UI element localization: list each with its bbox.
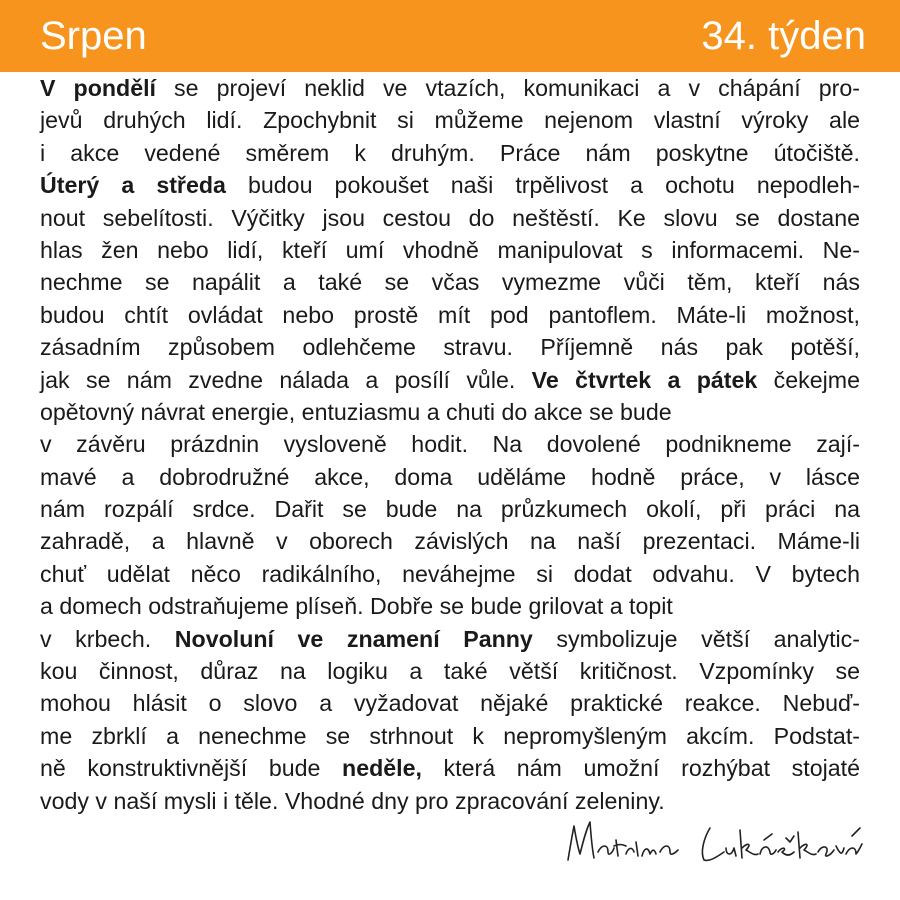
text-segment: me zbrklí a nenechme se strhnout k nepromyšleným akcím. Podstat- <box>40 722 860 749</box>
text-line <box>40 687 860 719</box>
page-header <box>0 0 900 72</box>
text-line <box>40 202 860 234</box>
text-line <box>40 331 860 363</box>
text-line <box>40 299 860 331</box>
text-segment: nám rozpálí srdce. Dařit se bude na průzkumech okolí, při práci na <box>40 496 860 523</box>
text-segment: opětovný návrat energie, entuziasmu a chuti do akce se bude <box>40 398 672 425</box>
text-segment: chuť udělat něco radikálního, neváhejme si dodat odvahu. V bytech <box>40 560 860 587</box>
horoscope-text <box>40 72 860 817</box>
text-line <box>40 590 860 622</box>
text-segment: budou pokoušet naši trpělivost a ochotu nepodleh- <box>225 172 860 199</box>
month-title: Srpen <box>40 14 147 58</box>
text-line <box>40 623 860 655</box>
text-segment: nout sebelítosti. Výčitky jsou cestou do neštěstí. Ke slovu se dostane <box>40 204 860 231</box>
day-highlight: Novoluní ve znamení Panny <box>174 625 533 652</box>
text-line <box>40 396 860 428</box>
text-segment: zahradě, a hlavně v oborech závislých na naší prezentaci. Máme-li <box>40 528 860 555</box>
text-segment: v závěru prázdnin vysloveně hodit. Na dovolené podnikneme zají- <box>40 431 860 458</box>
text-segment: a domech odstraňujeme plíseň. Dobře se bude grilovat a topit <box>40 593 673 620</box>
day-highlight: neděle, <box>342 755 422 782</box>
text-line <box>40 720 860 752</box>
signature-graphic <box>560 808 870 870</box>
text-line <box>40 493 860 525</box>
text-line <box>40 234 860 266</box>
text-segment: symbolizuje větší analytic- <box>532 625 860 652</box>
text-line <box>40 752 860 784</box>
text-line <box>40 364 860 396</box>
day-highlight: Úterý a středa <box>40 172 226 199</box>
text-line <box>40 525 860 557</box>
text-line <box>40 169 860 201</box>
text-line <box>40 428 860 460</box>
text-segment: mohou hlásit o slovo a vyžadovat nějaké praktické reakce. Nebuď- <box>40 690 860 717</box>
text-segment: mavé a dobrodružné akce, doma uděláme hodně práce, v lásce <box>40 463 860 490</box>
text-line <box>40 266 860 298</box>
text-segment: budou chtít ovládat nebo prostě mít pod pantoflem. Máte-li možnost, <box>40 301 860 328</box>
author-signature <box>560 808 870 870</box>
text-line <box>40 137 860 169</box>
week-number: 34. týden <box>701 14 866 58</box>
text-segment: hlas žen nebo lidí, kteří umí vhodně manipulovat s informacemi. Ne- <box>40 236 860 263</box>
text-segment: ně konstruktivnější bude <box>40 755 343 782</box>
text-segment: i akce vedené směrem k druhým. Práce nám poskytne útočiště. <box>40 139 860 166</box>
day-highlight: V pondělí <box>40 75 156 101</box>
text-segment: jevů druhých lidí. Zpochybnit si můžeme nejenom vlastní výroky ale <box>40 107 860 134</box>
text-line <box>40 558 860 590</box>
text-segment: v krbech. <box>40 625 175 652</box>
text-line <box>40 655 860 687</box>
day-highlight: Ve čtvrtek a pátek <box>531 366 758 393</box>
text-segment: se projeví neklid ve vtazích, komunikaci a v chápání pro- <box>155 75 860 101</box>
text-segment: zásadním způsobem odlehčeme stravu. Příjemně nás pak potěší, <box>40 334 860 361</box>
text-line <box>40 104 860 136</box>
text-segment: která nám umožní rozhýbat stojaté <box>421 755 860 782</box>
text-segment: jak se nám zvedne nálada a posílí vůle. <box>40 366 532 393</box>
text-line <box>40 461 860 493</box>
text-segment: vody v naší mysli i těle. Vhodné dny pro zpracování zeleniny. <box>40 787 665 814</box>
text-segment: čekejme <box>757 366 860 393</box>
text-line <box>40 72 860 104</box>
text-segment: nechme se napálit a také se včas vymezme vůči těm, kteří nás <box>40 269 860 296</box>
text-segment: kou činnost, důraz na logiku a také větší kritičnost. Vzpomínky se <box>40 658 860 685</box>
